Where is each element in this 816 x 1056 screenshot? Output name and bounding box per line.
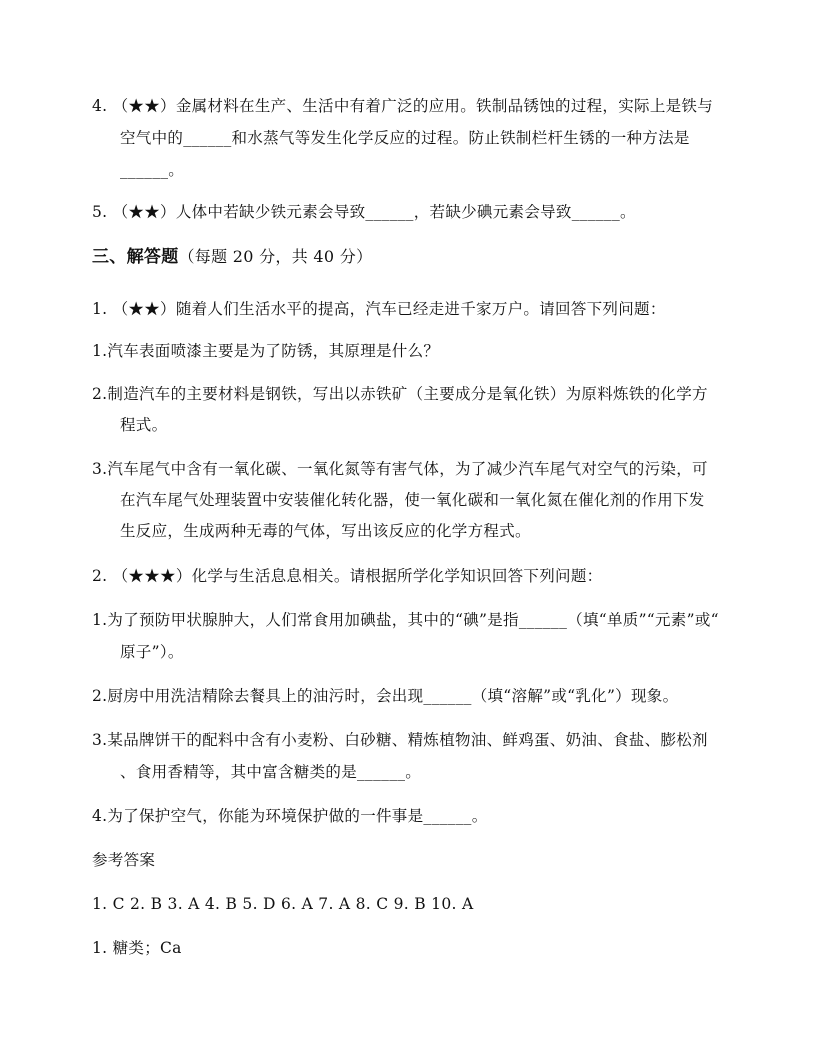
problem-1-sub-3-line-2: 在汽车尾气处理装置中安装催化转化器，使一氧化碳和一氧化氮在催化剂的作用下发 (120, 491, 705, 509)
problem-2-intro: 2. （★★★）化学与生活息息相关。请根据所学化学知识回答下列问题： (92, 567, 603, 585)
answers-fill-in-1: 1. 糖类；Ca (92, 939, 182, 957)
question-4-line-2: 空气中的______和水蒸气等发生化学反应的过程。防止铁制栏杆生锈的一种方法是 (120, 129, 690, 147)
problem-1-sub-2-line-1: 2.制造汽车的主要材料是钢铁，写出以赤铁矿（主要成分是氧化铁）为原料炼铁的化学方 (92, 385, 708, 403)
question-4-line-3: ______。 (120, 161, 185, 179)
question-4-line-1: 4. （★★）金属材料在生产、生活中有着广泛的应用。铁制品锈蚀的过程，实际上是铁与 (92, 97, 714, 115)
answers-multiple-choice: 1. C 2. B 3. A 4. B 5. D 6. A 7. A 8. C 9. B 10. A (92, 895, 474, 913)
problem-1-sub-2-line-2: 程式。 (120, 416, 168, 434)
problem-2-sub-4: 4.为了保护空气，你能为环境保护做的一件事是______。 (92, 807, 488, 825)
problem-2-sub-3-line-2: 、食用香精等，其中富含糖类的是______。 (120, 763, 422, 781)
section-3-heading (92, 246, 372, 268)
problem-2-sub-1-line-2: 原子”）。 (120, 643, 184, 661)
problem-2-sub-1-line-1: 1.为了预防甲状腺肿大，人们常食用加碘盐，其中的“碘”是指______（填“单质”“元素”或“ (92, 611, 719, 629)
problem-1-sub-1: 1.汽车表面喷漆主要是为了防锈，其原理是什么？ (92, 342, 440, 360)
problem-2-sub-2: 2.厨房中用洗洁精除去餐具上的油污时，会出现______（填“溶解”或“乳化”）现象。 (92, 687, 679, 705)
section-3-note: （每题 20 分，共 40 分） (178, 247, 373, 266)
section-3-title: 三、解答题 (92, 247, 179, 267)
answers-title: 参考答案 (92, 851, 156, 869)
problem-2-sub-3-line-1: 3.某品牌饼干的配料中含有小麦粉、白砂糖、精炼植物油、鲜鸡蛋、奶油、食盐、膨松剂 (92, 731, 708, 749)
question-5-line-1: 5. （★★）人体中若缺少铁元素会导致______，若缺少碘元素会导致______。 (92, 203, 636, 221)
problem-1-intro: 1. （★★）随着人们生活水平的提高，汽车已经走进千家万户。请回答下列问题： (92, 300, 666, 318)
problem-1-sub-3-line-3: 生反应，生成两种无毒的气体，写出该反应的化学方程式。 (120, 522, 531, 540)
problem-1-sub-3-line-1: 3.汽车尾气中含有一氧化碳、一氧化氮等有害气体，为了减少汽车尾气对空气的污染，可 (92, 460, 708, 478)
